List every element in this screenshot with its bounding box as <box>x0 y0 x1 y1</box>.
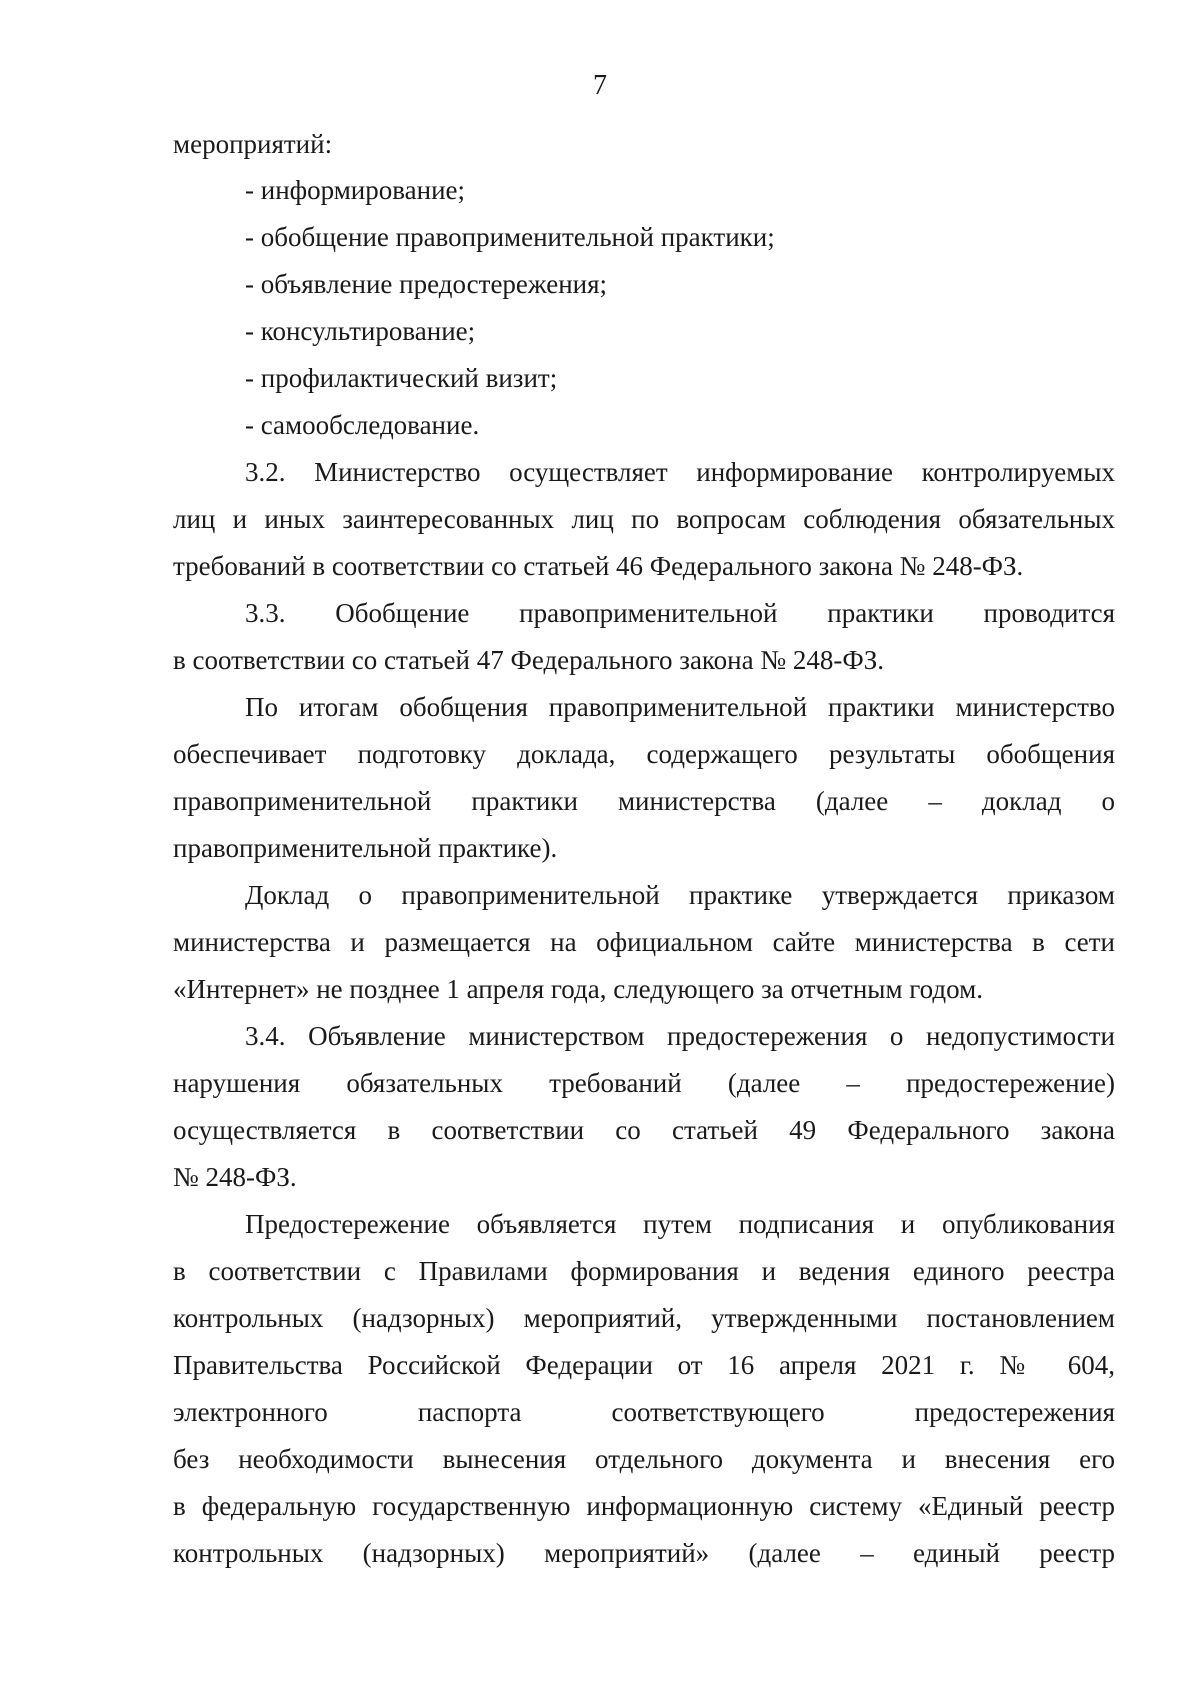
text-line: Предостережение объявляется путем подписания и опубликования <box>245 1209 1115 1239</box>
text-line: правоприменительной практики министерства (далее – доклад о <box>173 786 1115 816</box>
text-line: «Интернет» не позднее 1 апреля года, следующего за отчетным годом. <box>173 974 983 1004</box>
list-item: - профилактический визит; <box>245 363 558 393</box>
text-line: в соответствии со статьей 47 Федерального закона № 248-ФЗ. <box>173 645 884 675</box>
text-line: обеспечивает подготовку доклада, содержащего результаты обобщения <box>173 739 1115 769</box>
text-line: лиц и иных заинтересованных лиц по вопросам соблюдения обязательных <box>173 504 1115 534</box>
text-line: требований в соответствии со статьей 46 Федерального закона № 248-ФЗ. <box>173 551 1024 581</box>
text-line: электронного паспорта соответствующего предостережения <box>173 1397 1115 1427</box>
text-line: нарушения обязательных требований (далее – предостережение) <box>173 1068 1115 1098</box>
text-line: осуществляется в соответствии со статьей 49 Федерального закона <box>173 1115 1115 1145</box>
text-line: Правительства Российской Федерации от 16 апреля 2021 г. № 604, <box>173 1350 1115 1380</box>
list-item: - обобщение правоприменительной практики; <box>245 222 775 252</box>
text-line: без необходимости вынесения отдельного документа и внесения его <box>173 1444 1115 1474</box>
page-number: 7 <box>593 70 607 101</box>
list-item: - консультирование; <box>245 316 476 346</box>
text-line: По итогам обобщения правоприменительной практики министерство <box>245 692 1115 722</box>
text-line: мероприятий: <box>173 129 333 159</box>
text-line: в федеральную государственную информационную систему «Единый реестр <box>173 1491 1115 1521</box>
text-line: 3.3. Обобщение правоприменительной практики проводится <box>245 598 1115 628</box>
text-line: 3.4. Объявление министерством предостережения о недопустимости <box>245 1021 1115 1051</box>
list-item: - информирование; <box>245 175 466 205</box>
text-line: в соответствии с Правилами формирования и ведения единого реестра <box>173 1256 1115 1286</box>
text-line: 3.2. Министерство осуществляет информирование контролируемых <box>245 457 1115 487</box>
text-line: правоприменительной практике). <box>173 833 558 863</box>
text-line: контрольных (надзорных) мероприятий, утвержденными постановлением <box>173 1303 1115 1333</box>
list-item: - объявление предостережения; <box>245 269 608 299</box>
list-item: - самообследование. <box>245 410 480 440</box>
text-line: министерства и размещается на официальном сайте министерства в сети <box>173 927 1115 957</box>
text-line: № 248-ФЗ. <box>173 1162 297 1192</box>
text-line: Доклад о правоприменительной практике утверждается приказом <box>245 880 1115 910</box>
text-line: контрольных (надзорных) мероприятий» (далее – единый реестр <box>173 1538 1115 1568</box>
